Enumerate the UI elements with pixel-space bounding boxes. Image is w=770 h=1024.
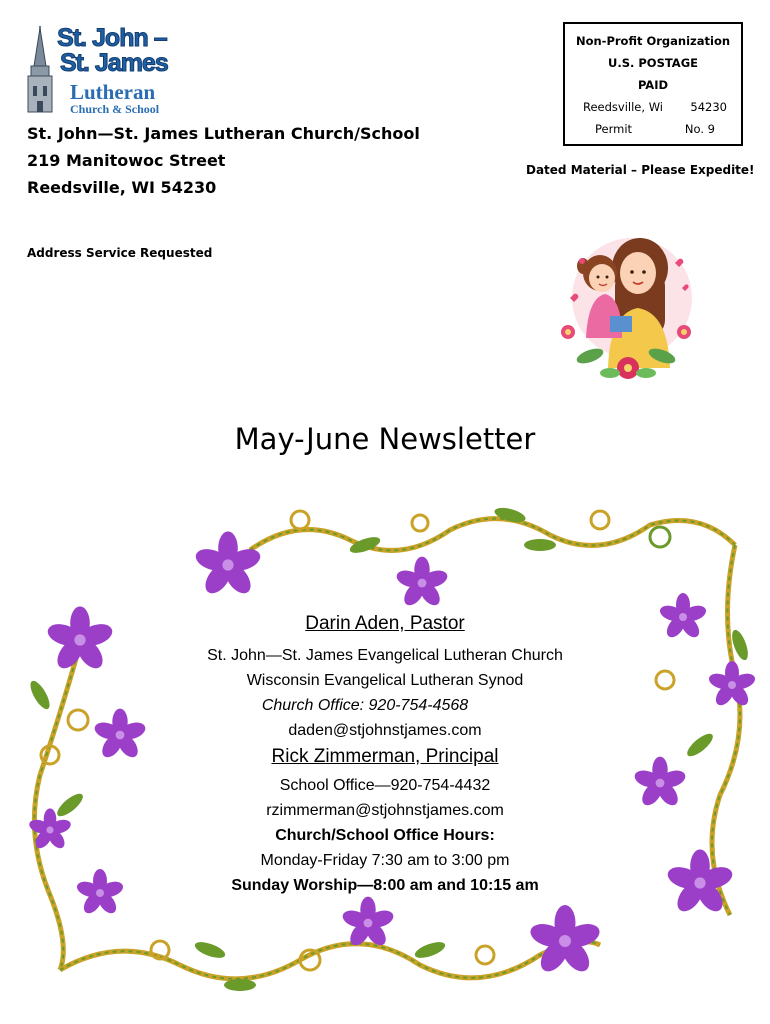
church-name: St. John—St. James Evangelical Lutheran Church bbox=[207, 647, 563, 664]
newsletter-title: May-June Newsletter bbox=[234, 422, 536, 456]
return-address bbox=[27, 120, 420, 201]
postage-permit-label: Permit bbox=[595, 122, 633, 136]
postage-line3: PAID bbox=[637, 78, 669, 92]
church-logo bbox=[20, 24, 170, 118]
address-service-requested: Address Service Requested bbox=[27, 246, 213, 260]
worship-times: Sunday Worship—8:00 am and 10:15 am bbox=[231, 877, 539, 894]
postage-city-row bbox=[565, 96, 741, 118]
logo-text-line1: St. John – bbox=[57, 24, 167, 52]
postage-city: Reedsville, Wi bbox=[583, 100, 664, 114]
school-office-phone: School Office—920-754-4432 bbox=[279, 777, 491, 794]
principal-name: Rick Zimmerman, Principal bbox=[271, 746, 499, 767]
logo-text-line2: St. James bbox=[60, 49, 168, 77]
logo-text-line4: Church & School bbox=[70, 102, 160, 116]
office-hours: Monday-Friday 7:30 am to 3:00 pm bbox=[260, 852, 510, 869]
synod-name: Wisconsin Evangelical Lutheran Synod bbox=[246, 672, 524, 689]
mother-child-illustration bbox=[550, 228, 700, 383]
office-hours-heading: Church/School Office Hours: bbox=[275, 827, 495, 844]
postage-line1: Non-Profit Organization bbox=[575, 34, 731, 48]
pastor-name: Darin Aden, Pastor bbox=[305, 613, 465, 634]
dated-material-notice: Dated Material – Please Expedite! bbox=[526, 163, 755, 177]
postage-indicia bbox=[563, 22, 743, 146]
pastor-email: daden@stjohnstjames.com bbox=[288, 722, 482, 739]
principal-email: rzimmerman@stjohnstjames.com bbox=[266, 802, 504, 819]
return-address-line1: St. John—St. James Lutheran Church/School bbox=[27, 124, 420, 143]
postage-zip: 54230 bbox=[690, 100, 727, 114]
steeple-icon bbox=[20, 26, 60, 116]
postage-line2: U.S. POSTAGE bbox=[608, 56, 698, 70]
church-office-phone: Church Office: 920-754-4568 bbox=[261, 697, 469, 714]
logo-text-line3: Lutheran bbox=[70, 80, 156, 104]
return-address-line3: Reedsville, WI 54230 bbox=[27, 178, 217, 197]
postage-permit-row bbox=[565, 118, 741, 140]
postage-permit-number: No. 9 bbox=[684, 122, 715, 136]
return-address-line2: 219 Manitowoc Street bbox=[27, 151, 226, 170]
